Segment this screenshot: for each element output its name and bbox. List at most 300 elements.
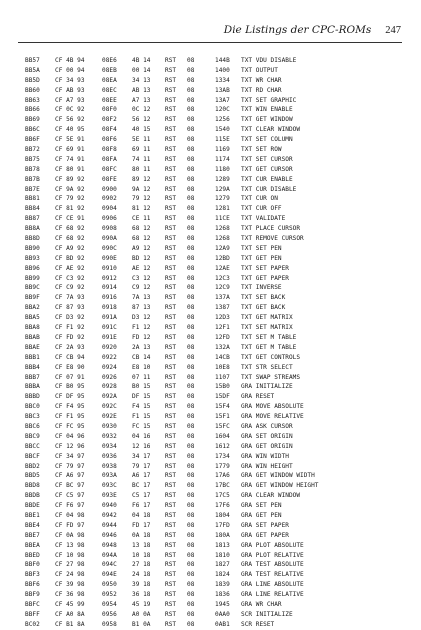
table-address: 0942: [102, 511, 117, 519]
opcode-bytes: CF B1 8A: [55, 620, 85, 628]
opcode-bytes: CF 04 96: [55, 432, 85, 440]
table-bytes: 4B 14: [132, 57, 151, 64]
mnemonic: RST: [165, 254, 177, 262]
table-bytes: 9A 12: [132, 185, 151, 193]
operand: 08: [187, 165, 195, 173]
table-address: 08EE: [102, 96, 117, 104]
routine-name: GRA PLOT ABSOLUTE: [241, 541, 304, 549]
table-address: 0940: [102, 502, 117, 510]
listing-row: [25, 481, 405, 491]
table-address: 0908: [102, 225, 117, 233]
operand: 08: [187, 452, 195, 460]
address: BB81: [25, 195, 40, 203]
mnemonic: RST: [165, 383, 177, 391]
target-address: 1107: [215, 373, 230, 381]
target-address: 129A: [215, 185, 230, 193]
operand: 08: [187, 610, 195, 618]
table-bytes: 04 18: [132, 511, 151, 519]
listing-row: [25, 402, 405, 412]
operand: 08: [187, 225, 195, 233]
address: BBF6: [25, 581, 40, 589]
routine-name: GRA PLOT RELATIVE: [241, 551, 304, 559]
table-address: 090E: [102, 254, 117, 262]
target-address: 15FC: [215, 422, 230, 430]
table-address: 0904: [102, 205, 117, 213]
opcode-bytes: CF 80 91: [55, 165, 85, 173]
operand: 08: [187, 373, 195, 381]
address: BBFF: [25, 610, 40, 618]
target-address: 1174: [215, 155, 230, 163]
address: BB90: [25, 244, 40, 252]
address: BB78: [25, 165, 40, 173]
mnemonic: RST: [165, 175, 177, 183]
table-address: 0910: [102, 264, 117, 272]
opcode-bytes: CF 0C 92: [55, 106, 85, 114]
table-bytes: 34 17: [132, 452, 151, 460]
routine-name: TXT SET PEN: [241, 244, 282, 252]
routine-name: SCR RESET: [241, 620, 275, 628]
table-address: 08F6: [102, 136, 117, 144]
mnemonic: RST: [165, 531, 177, 539]
mnemonic: RST: [165, 610, 177, 618]
operand: 08: [187, 205, 195, 213]
listing-row: [25, 620, 405, 630]
table-address: 08F0: [102, 106, 117, 114]
routine-name: TXT GET WINDOW: [241, 116, 293, 124]
routine-name: TXT GET PEN: [241, 254, 282, 262]
mnemonic: RST: [165, 225, 177, 233]
operand: 08: [187, 264, 195, 272]
operand: 08: [187, 314, 195, 322]
listing-row: [25, 204, 405, 214]
target-address: 15DF: [215, 393, 230, 401]
mnemonic: RST: [165, 541, 177, 549]
table-bytes: C5 17: [132, 492, 151, 500]
listing-row: [25, 442, 405, 452]
operand: 08: [187, 571, 195, 579]
table-address: 092A: [102, 393, 117, 401]
mnemonic: RST: [165, 581, 177, 589]
target-address: 1604: [215, 432, 230, 440]
listing-row: [25, 521, 405, 531]
opcode-bytes: CF 81 92: [55, 205, 85, 213]
operand: 08: [187, 581, 195, 589]
target-address: 15F4: [215, 403, 230, 411]
operand: 08: [187, 57, 195, 64]
operand: 08: [187, 294, 195, 302]
routine-name: TXT SWAP STREAMS: [241, 373, 301, 381]
mnemonic: RST: [165, 551, 177, 559]
table-bytes: 00 14: [132, 66, 151, 74]
opcode-bytes: CF 10 98: [55, 551, 85, 559]
operand: 08: [187, 442, 195, 450]
listing-row: [25, 165, 405, 175]
table-address: 0950: [102, 581, 117, 589]
target-address: 10E8: [215, 363, 230, 371]
target-address: 0AA0: [215, 610, 230, 618]
routine-name: TXT GET CONTROLS: [241, 353, 301, 361]
table-bytes: F6 17: [132, 502, 151, 510]
listing-row: [25, 254, 405, 264]
target-address: 1836: [215, 591, 230, 599]
table-address: 08EA: [102, 76, 117, 84]
listing-row: [25, 343, 405, 353]
routine-name: GRA ASK CURSOR: [241, 422, 293, 430]
target-address: 12F1: [215, 324, 230, 332]
mnemonic: RST: [165, 373, 177, 381]
table-address: 0918: [102, 304, 117, 312]
table-bytes: 56 12: [132, 116, 151, 124]
operand: 08: [187, 551, 195, 559]
address: BBF3: [25, 571, 40, 579]
table-bytes: FD 12: [132, 333, 151, 341]
address: BB7B: [25, 175, 40, 183]
opcode-bytes: CF 79 97: [55, 462, 85, 470]
listing-row: [25, 531, 405, 541]
address: BB7E: [25, 185, 40, 193]
target-address: 180A: [215, 531, 230, 539]
target-address: 137A: [215, 294, 230, 302]
operand: 08: [187, 432, 195, 440]
operand: 08: [187, 363, 195, 371]
table-bytes: 79 12: [132, 195, 151, 203]
opcode-bytes: CF 5E 91: [55, 136, 85, 144]
rom-listing: [25, 56, 405, 630]
opcode-bytes: CF B0 95: [55, 383, 85, 391]
operand: 08: [187, 284, 195, 292]
routine-name: GRA SET PEN: [241, 502, 282, 510]
listing-row: [25, 313, 405, 323]
address: BBA2: [25, 304, 40, 312]
address: BBC6: [25, 422, 40, 430]
routine-name: TXT GET CURSOR: [241, 165, 293, 173]
opcode-bytes: CF BD 92: [55, 254, 85, 262]
mnemonic: RST: [165, 422, 177, 430]
address: BBFC: [25, 600, 40, 608]
routine-name: TXT CUR ON: [241, 195, 278, 203]
target-address: 15B0: [215, 383, 230, 391]
table-bytes: A9 12: [132, 244, 151, 252]
address: BB66: [25, 106, 40, 114]
operand: 08: [187, 146, 195, 154]
address: BBB4: [25, 363, 40, 371]
table-bytes: BD 12: [132, 254, 151, 262]
listing-row: [25, 76, 405, 86]
target-address: 132A: [215, 343, 230, 351]
opcode-bytes: CF F1 92: [55, 324, 85, 332]
operand: 08: [187, 383, 195, 391]
table-address: 08EB: [102, 66, 117, 74]
operand: 08: [187, 521, 195, 529]
opcode-bytes: CF A0 8A: [55, 610, 85, 618]
table-bytes: FC 15: [132, 422, 151, 430]
table-bytes: 69 11: [132, 146, 151, 154]
address: BBE1: [25, 511, 40, 519]
mnemonic: RST: [165, 442, 177, 450]
listing-row: [25, 323, 405, 333]
mnemonic: RST: [165, 76, 177, 84]
table-bytes: 79 17: [132, 462, 151, 470]
operand: 08: [187, 591, 195, 599]
listing-row: [25, 373, 405, 383]
operand: 08: [187, 324, 195, 332]
opcode-bytes: CF A9 92: [55, 244, 85, 252]
operand: 08: [187, 472, 195, 480]
address: BBB7: [25, 373, 40, 381]
listing-row: [25, 570, 405, 580]
address: BBF9: [25, 591, 40, 599]
routine-name: TXT RD CHAR: [241, 86, 282, 94]
opcode-bytes: CF 36 98: [55, 591, 85, 599]
routine-name: TXT GET BACK: [241, 304, 286, 312]
target-address: 11CE: [215, 215, 230, 223]
listing-row: [25, 194, 405, 204]
mnemonic: RST: [165, 57, 177, 64]
address: BBE4: [25, 521, 40, 529]
table-address: 0932: [102, 432, 117, 440]
opcode-bytes: CF 68 92: [55, 225, 85, 233]
operand: 08: [187, 116, 195, 124]
table-bytes: AE 12: [132, 264, 151, 272]
table-address: 0928: [102, 383, 117, 391]
routine-name: TXT REMOVE CURSOR: [241, 235, 304, 243]
operand: 08: [187, 422, 195, 430]
target-address: 12C9: [215, 284, 230, 292]
table-bytes: 40 15: [132, 126, 151, 134]
address: BBEA: [25, 541, 40, 549]
routine-name: GRA TEST RELATIVE: [241, 571, 304, 579]
listing-row: [25, 274, 405, 284]
operand: 08: [187, 136, 195, 144]
table-address: 0906: [102, 215, 117, 223]
mnemonic: RST: [165, 126, 177, 134]
opcode-bytes: CF 13 98: [55, 541, 85, 549]
table-bytes: F4 15: [132, 403, 151, 411]
opcode-bytes: CF DF 95: [55, 393, 85, 401]
listing-row: [25, 105, 405, 115]
table-address: 0914: [102, 284, 117, 292]
table-bytes: F1 15: [132, 413, 151, 421]
routine-name: TXT SET GRAPHIC: [241, 96, 297, 104]
mnemonic: RST: [165, 571, 177, 579]
operand: 08: [187, 244, 195, 252]
opcode-bytes: CF FD 97: [55, 521, 85, 529]
routine-name: GRA WIN HEIGHT: [241, 462, 293, 470]
mnemonic: RST: [165, 106, 177, 114]
mnemonic: RST: [165, 482, 177, 490]
mnemonic: RST: [165, 165, 177, 173]
listing-row: [25, 541, 405, 551]
address: BBC3: [25, 413, 40, 421]
listing-row: [25, 610, 405, 620]
table-address: 08F2: [102, 116, 117, 124]
table-bytes: 36 18: [132, 591, 151, 599]
table-address: 094E: [102, 571, 117, 579]
routine-name: TXT WR CHAR: [241, 76, 282, 84]
operand: 08: [187, 254, 195, 262]
opcode-bytes: CF 56 92: [55, 116, 85, 124]
table-bytes: B0 15: [132, 383, 151, 391]
header-rule: [18, 42, 402, 43]
routine-name: GRA GET ORIGIN: [241, 442, 293, 450]
routine-name: TXT PLACE CURSOR: [241, 225, 301, 233]
table-bytes: BC 17: [132, 482, 151, 490]
target-address: 17F6: [215, 502, 230, 510]
operand: 08: [187, 185, 195, 193]
table-address: 08FC: [102, 165, 117, 173]
target-address: 1827: [215, 561, 230, 569]
address: BB5A: [25, 66, 40, 74]
target-address: 12C3: [215, 274, 230, 282]
mnemonic: RST: [165, 432, 177, 440]
operand: 08: [187, 600, 195, 608]
table-bytes: 80 11: [132, 165, 151, 173]
mnemonic: RST: [165, 66, 177, 74]
table-address: 0946: [102, 531, 117, 539]
opcode-bytes: CF 07 91: [55, 373, 85, 381]
listing-row: [25, 501, 405, 511]
table-address: 0944: [102, 521, 117, 529]
table-address: 0948: [102, 541, 117, 549]
mnemonic: RST: [165, 502, 177, 510]
target-address: 1945: [215, 600, 230, 608]
opcode-bytes: CF 39 98: [55, 581, 85, 589]
table-bytes: AB 13: [132, 86, 151, 94]
operand: 08: [187, 343, 195, 351]
table-address: 08EC: [102, 86, 117, 94]
table-address: 093A: [102, 472, 117, 480]
target-address: 1540: [215, 126, 230, 134]
target-address: 1180: [215, 165, 230, 173]
table-address: 0930: [102, 422, 117, 430]
listing-row: [25, 452, 405, 462]
operand: 08: [187, 413, 195, 421]
target-address: 17FD: [215, 521, 230, 529]
opcode-bytes: CF CB 94: [55, 353, 85, 361]
table-bytes: 0A 18: [132, 531, 151, 539]
table-address: 094A: [102, 551, 117, 559]
routine-name: GRA WR CHAR: [241, 600, 282, 608]
address: BB96: [25, 264, 40, 272]
listing-row: [25, 432, 405, 442]
target-address: 17C5: [215, 492, 230, 500]
routine-name: TXT SET COLUMN: [241, 136, 293, 144]
target-address: 1810: [215, 551, 230, 559]
mnemonic: RST: [165, 136, 177, 144]
address: BBCC: [25, 442, 40, 450]
address: BBD8: [25, 482, 40, 490]
address: BBCF: [25, 452, 40, 460]
opcode-bytes: CF FC 95: [55, 422, 85, 430]
table-address: 092E: [102, 413, 117, 421]
table-address: 0938: [102, 462, 117, 470]
operand: 08: [187, 175, 195, 183]
table-address: 08FE: [102, 175, 117, 183]
table-address: 090C: [102, 244, 117, 252]
opcode-bytes: CF C9 92: [55, 284, 85, 292]
opcode-bytes: CF 00 94: [55, 66, 85, 74]
opcode-bytes: CF 7A 93: [55, 294, 85, 302]
operand: 08: [187, 76, 195, 84]
address: BB69: [25, 116, 40, 124]
routine-name: TXT VALIDATE: [241, 215, 286, 223]
routine-name: GRA LINE RELATIVE: [241, 591, 304, 599]
target-address: 12A9: [215, 244, 230, 252]
listing-row: [25, 115, 405, 125]
running-header: [224, 24, 401, 38]
table-address: 0924: [102, 363, 117, 371]
table-bytes: DF 15: [132, 393, 151, 401]
operand: 08: [187, 274, 195, 282]
opcode-bytes: CF FD 92: [55, 333, 85, 341]
operand: 08: [187, 353, 195, 361]
address: BB93: [25, 254, 40, 262]
table-address: 08F8: [102, 146, 117, 154]
operand: 08: [187, 541, 195, 549]
table-bytes: 39 18: [132, 581, 151, 589]
routine-name: GRA TEST ABSOLUTE: [241, 561, 304, 569]
opcode-bytes: CF 27 98: [55, 561, 85, 569]
listing-row: [25, 293, 405, 303]
table-address: 093C: [102, 482, 117, 490]
opcode-bytes: CF 45 99: [55, 600, 85, 608]
target-address: 1612: [215, 442, 230, 450]
listing-row: [25, 135, 405, 145]
operand: 08: [187, 403, 195, 411]
routine-name: TXT CLEAR WINDOW: [241, 126, 301, 134]
routine-name: GRA SET PAPER: [241, 521, 289, 529]
address: BBF0: [25, 561, 40, 569]
operand: 08: [187, 304, 195, 312]
table-address: 0900: [102, 185, 117, 193]
operand: 08: [187, 126, 195, 134]
listing-row: [25, 155, 405, 165]
mnemonic: RST: [165, 304, 177, 312]
mnemonic: RST: [165, 511, 177, 519]
listing-row: [25, 382, 405, 392]
mnemonic: RST: [165, 363, 177, 371]
listing-row: [25, 283, 405, 293]
mnemonic: RST: [165, 472, 177, 480]
routine-name: GRA GET WINDOW WIDTH: [241, 472, 315, 480]
mnemonic: RST: [165, 324, 177, 332]
opcode-bytes: CF E8 90: [55, 363, 85, 371]
opcode-bytes: CF 89 92: [55, 175, 85, 183]
listing-row: [25, 125, 405, 135]
target-address: 12D3: [215, 314, 230, 322]
target-address: 144B: [215, 57, 230, 64]
table-address: 0902: [102, 195, 117, 203]
address: BB8A: [25, 225, 40, 233]
mnemonic: RST: [165, 413, 177, 421]
opcode-bytes: CF 34 97: [55, 452, 85, 460]
listing-row: [25, 412, 405, 422]
running-title: Die Listings der CPC-ROMs: [223, 24, 372, 36]
address: BB84: [25, 205, 40, 213]
table-address: 0934: [102, 442, 117, 450]
mnemonic: RST: [165, 146, 177, 154]
routine-name: TXT CUR DISABLE: [241, 185, 297, 193]
listing-row: [25, 511, 405, 521]
mnemonic: RST: [165, 294, 177, 302]
routine-name: TXT SET PAPER: [241, 264, 289, 272]
mnemonic: RST: [165, 195, 177, 203]
table-address: 094C: [102, 561, 117, 569]
listing-row: [25, 333, 405, 343]
target-address: 1734: [215, 452, 230, 460]
target-address: 1779: [215, 462, 230, 470]
address: BB99: [25, 274, 40, 282]
